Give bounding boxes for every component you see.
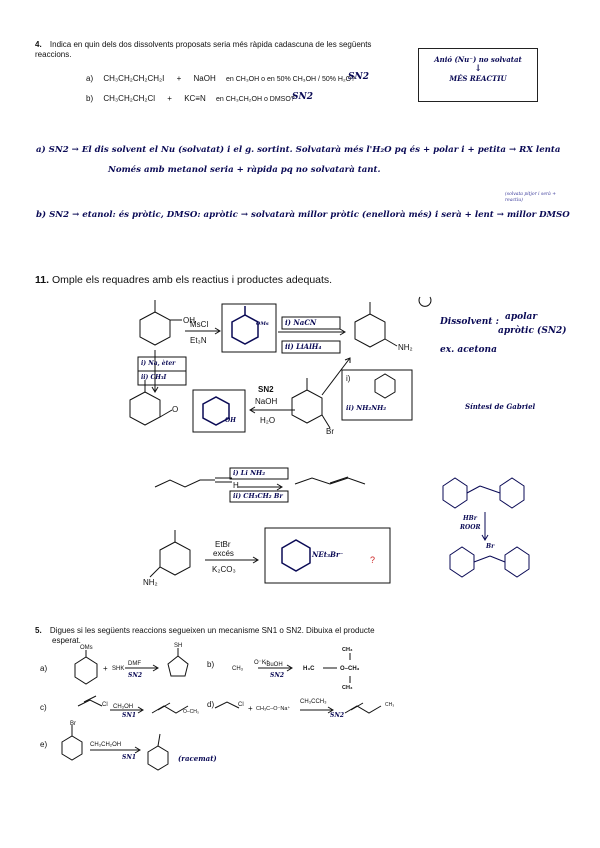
q5-c-cl: Cl xyxy=(102,702,108,708)
q4-b-answer: SN2 xyxy=(292,92,313,102)
q11-k2co3: K₂CO₃ xyxy=(212,565,236,574)
q5-a-letter: a) xyxy=(40,664,48,673)
q11-br-prod: Br xyxy=(486,543,495,550)
q5-d-cl: Cl xyxy=(238,702,244,708)
q11-box-amm-q: ? xyxy=(370,555,376,565)
q5-b-reagent: CH₃ xyxy=(232,666,244,672)
q11-prompt: Omple els requadres amb els reactius i productes adequats. xyxy=(51,274,333,286)
q11-box-nacn: i) NaCN xyxy=(285,318,317,327)
q11-h2o: H₂O xyxy=(260,416,276,425)
q5-b-letter: b) xyxy=(207,660,215,669)
q11-ome: O xyxy=(172,405,179,414)
q11-box-na: i) Na, èter xyxy=(141,360,176,367)
q11-roor: ROOR xyxy=(460,524,481,531)
q4-boxed-arrow: ↓ xyxy=(474,64,482,74)
q11-dissolvent-1: apolar xyxy=(505,312,538,322)
q4-a-solvent: en CH₃OH o en 50% CH₃OH / 50% H₂O? xyxy=(225,76,356,83)
q11-exces: excés xyxy=(213,549,234,558)
q4-b-plus: + xyxy=(167,94,172,103)
q5-c-sn1: SN1 xyxy=(122,712,136,719)
q4-b-solvent: en CH₃CH₂OH o DMSO? xyxy=(215,96,295,103)
q11-oh: OH xyxy=(183,316,195,325)
q11-box-amm: NEt₃Br⁻ xyxy=(312,550,344,559)
q4-number: 4. xyxy=(35,40,42,49)
q11-nh2-b: NH₂ xyxy=(143,578,158,587)
q4-b-reactant: CH₃CH₂CH₂Cl xyxy=(103,94,156,103)
q4-prompt: Indica en quin dels dos dissolvents proposats seria més ràpida cadascuna de les següents reaccions. xyxy=(35,40,372,59)
q11-phth-ii: ii) NH₂NH₂ xyxy=(346,404,387,412)
q4-a-reactant: CH₃CH₂CH₂CH₂I xyxy=(103,74,165,83)
q5-b-tbuoh: ᵗBuOH xyxy=(265,662,283,668)
q5-a-sh: SH xyxy=(174,643,183,649)
q11-gabriel: Síntesi de Gabriel xyxy=(465,402,536,411)
q5-b-product-o: O–CH₃ xyxy=(340,666,360,672)
q5-b-ch3-top: CH₃ xyxy=(342,647,353,653)
q5-a-plus: + xyxy=(103,664,108,673)
q11-sn2: SN2 xyxy=(258,385,274,394)
q11-dissolvent-3: ex. acetona xyxy=(440,345,497,355)
q11-number: 11. xyxy=(35,274,50,286)
q5-d-acetate: CH₃C–O⁻Na⁺ xyxy=(256,706,291,712)
q11-alk-i: i) Li NH₂ xyxy=(233,469,266,477)
q4-boxed-line1: Anió (Nu⁻) no solvatat xyxy=(434,55,522,64)
q11-nh2: NH₂ xyxy=(398,343,413,352)
q11-box-ch3i: ii) CH₃I xyxy=(141,374,167,381)
q11-naoh: NaOH xyxy=(255,397,278,406)
q4-a-letter: a) xyxy=(86,74,94,83)
q4-boxed-line2: MÉS REACTIU xyxy=(449,74,507,83)
q5-a-sn2: SN2 xyxy=(128,672,142,679)
q11-alk-ii: ii) CH₃CH₂ Br xyxy=(233,492,283,500)
q4-a-plus: + xyxy=(176,74,182,83)
q5-header xyxy=(35,626,455,636)
q5-e-racemic: (racemat) xyxy=(178,754,217,763)
q4-answer-b-line1: b) SN2 → etanol: és pròtic, DMSO: apròtic → solvatarà millor pròtic (enellorà més) i serà + lent → millor DMSO xyxy=(36,210,570,220)
q11-mscl: MsCl xyxy=(190,320,209,329)
q11-dissolvent-label: Dissolvent : xyxy=(440,317,499,327)
q5-a-dmf: DMF xyxy=(128,661,141,667)
q11-et3n: Et₃N xyxy=(190,336,207,345)
q5-e-letter: e) xyxy=(40,740,48,749)
q5-d-letter: d) xyxy=(207,700,215,709)
q5-c-prod: O–CH₃ xyxy=(183,709,199,715)
center-oh-box xyxy=(193,390,245,432)
q4-b-letter: b) xyxy=(86,94,94,103)
q5-prompt-1: Digues si les següents reaccions segueixen un mecanisme SN1 o SN2. Dibuixa el producte xyxy=(49,626,375,635)
q11-dissolvent-2: apròtic (SN2) xyxy=(498,326,567,336)
q4-a-reagent: NaOH xyxy=(193,74,216,83)
q5-a-oms: OMs xyxy=(80,645,93,651)
q5-d-plus: + xyxy=(248,704,253,713)
q5-b-ok: O⁻K⁺ xyxy=(254,660,270,666)
q5-d-prod: CH₃ xyxy=(385,702,395,708)
q5-a-shk: SHK xyxy=(112,666,125,672)
q5-c-letter: c) xyxy=(40,703,47,712)
q5-d-sn2: SN2 xyxy=(330,712,344,719)
q11-box-lialh4: ii) LiAlH₄ xyxy=(285,342,322,351)
q11-br: Br xyxy=(326,427,334,436)
q4-a-answer: SN2 xyxy=(348,72,369,82)
q5-b-sn2: SN2 xyxy=(270,672,284,679)
q4-answer-b-side: (solvata pitjor i serà + reactiu) xyxy=(505,192,557,203)
q4-b-reagent: KC≡N xyxy=(184,94,206,103)
q11-phth-i: i) xyxy=(346,374,351,383)
q5-e-br: Br xyxy=(70,721,76,727)
q5-number: 5. xyxy=(35,626,42,635)
q4-answer-a-line2: Només amb metanol seria + ràpida pq no solvatarà tant. xyxy=(108,165,381,175)
q5-d-solvent: CH₃CCH₃ xyxy=(300,699,327,705)
q5-e-sn1: SN1 xyxy=(122,754,136,761)
q5-e-ch3ch2oh: CH₃CH₂OH xyxy=(90,742,122,748)
q5-prompt-2: esperat. xyxy=(52,636,81,645)
q5-c-ch3oh: CH₃OH xyxy=(113,704,134,710)
q5-b-ch3-bot: CH₃ xyxy=(342,685,353,691)
q11-box-ms: OMs xyxy=(256,321,269,327)
ms-product-box xyxy=(222,304,276,352)
cyclohexanol-ring xyxy=(140,312,170,345)
q5-b-product-c: H₃C xyxy=(303,666,315,672)
q11-center-oh: OH xyxy=(225,417,236,424)
q11-etbr: EtBr xyxy=(215,540,231,549)
q4-answer-a-line1: a) SN2 → El dis solvent el Nu (solvatat) i el g. sortint. Solvatarà més l'H₂O pq és + polar i + petita → RX lenta xyxy=(36,145,561,155)
q11-hbr: HBr xyxy=(463,515,477,522)
q11-alkyne-h: H xyxy=(233,481,239,490)
